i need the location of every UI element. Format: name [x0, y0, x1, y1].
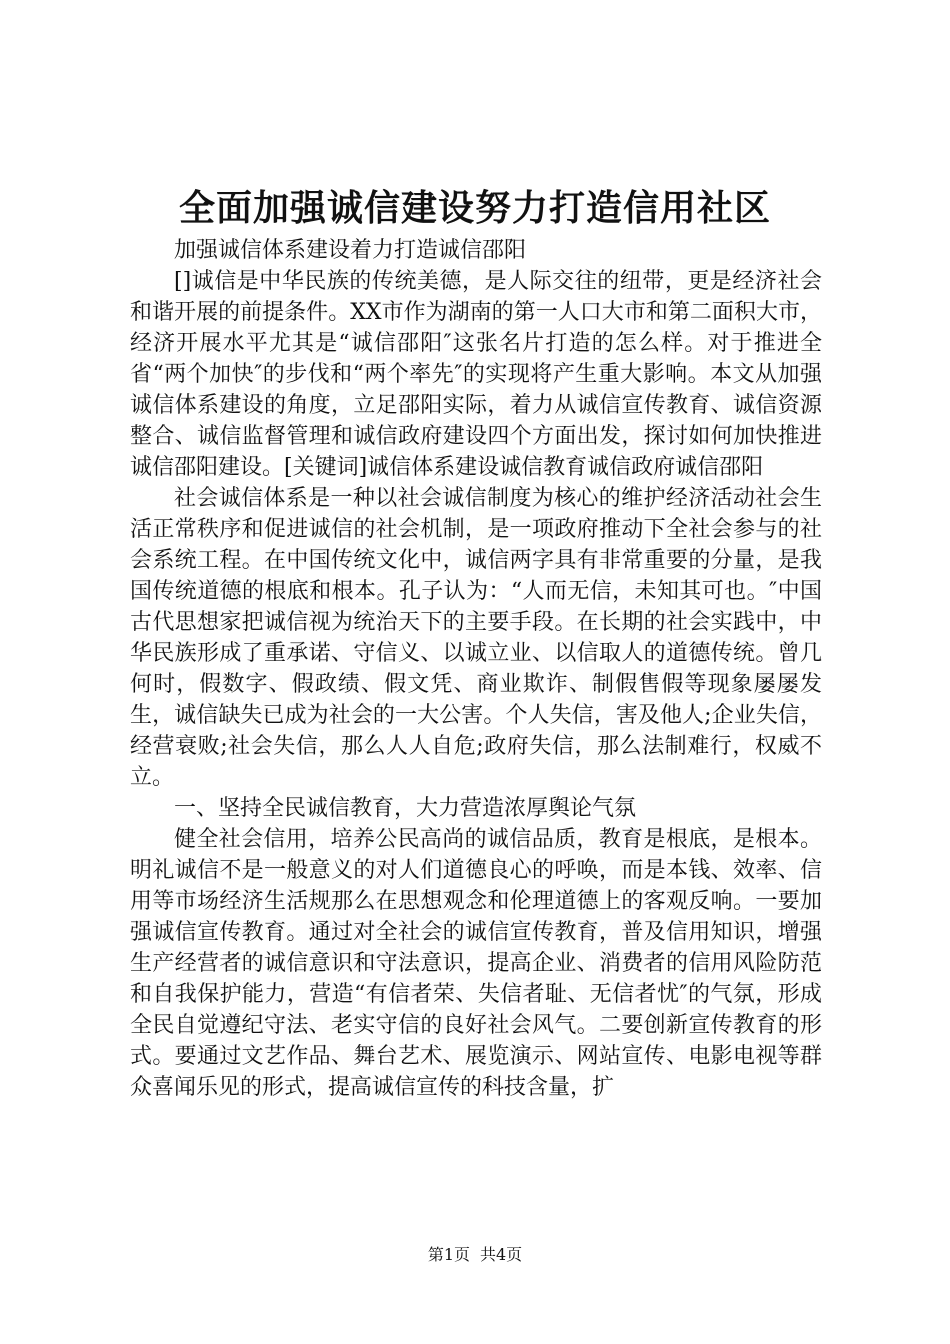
- document-body: [130, 235, 822, 1103]
- page-total: 共4页: [480, 1245, 523, 1264]
- document-title: 全面加强诚信建设努力打造信用社区: [178, 187, 771, 229]
- paragraph-subtitle: 加强诚信体系建设着力打造诚信邵阳: [174, 238, 527, 263]
- paragraph-abstract: []诚信是中华民族的传统美德，是人际交往的纽带，更是经济社会和谐开展的前提条件。XX市作为湖南的第一人口大市和第二面积大市，经济开展水平尤其是“诚信邵阳″这张名片打造的怎么样。对于推进全省“两个加快″的步伐和“两个率先″的实现将产生重大影响。本文从加强诚信体系建设的角度，立足邵阳实际，着力从诚信宣传教育、诚信资源整合、诚信监督管理和诚信政府建设四个方面出发，探讨如何加快推进诚信邵阳建设。[关键词]诚信体系建设诚信教育诚信政府诚信邵阳: [130, 269, 822, 480]
- page-footer: [0, 1245, 950, 1265]
- paragraph-introduction: 社会诚信体系是一种以社会诚信制度为核心的维护经济活动社会生活正常秩序和促进诚信的社会机制，是一项政府推动下全社会参与的社会系统工程。在中国传统文化中，诚信两字具有非常重要的分量，是我国传统道德的根底和根本。孔子认为：“人而无信，未知其可也。″中国古代思想家把诚信视为统治天下的主要手段。在长期的社会实践中，中华民族形成了重承诺、守信义、以诚立业、以信取人的道德传统。曾几何时，假数字、假政绩、假文凭、商业欺诈、制假售假等现象屡屡发生，诚信缺失已成为社会的一大公害。个人失信，害及他人;企业失信，经营衰败;社会失信，那么人人自危;政府失信，那么法制难行，权威不立。: [130, 486, 822, 790]
- section-heading-1: 一、坚持全民诚信教育，大力营造浓厚舆论气氛: [174, 796, 637, 821]
- paragraph-section-1: 健全社会信用，培养公民高尚的诚信品质，教育是根底，是根本。明礼诚信不是一般意义的对人们道德良心的呼唤，而是本钱、效率、信用等市场经济生活规那么在思想观念和伦理道德上的客观反响。一要加强诚信宣传教育。通过对全社会的诚信宣传教育，普及信用知识，增强生产经营者的诚信意识和守法意识，提高企业、消费者的信用风险防范和自我保护能力，营造“有信者荣、失信者耻、无信者忧″的气氛，形成全民自觉遵纪守法、老实守信的良好社会风气。二要创新宣传教育的形式。要通过文艺作品、舞台艺术、展览演示、网站宣传、电影电视等群众喜闻乐见的形式，提高诚信宣传的科技含量，扩: [130, 827, 822, 1100]
- page-number: 第1页: [427, 1245, 470, 1264]
